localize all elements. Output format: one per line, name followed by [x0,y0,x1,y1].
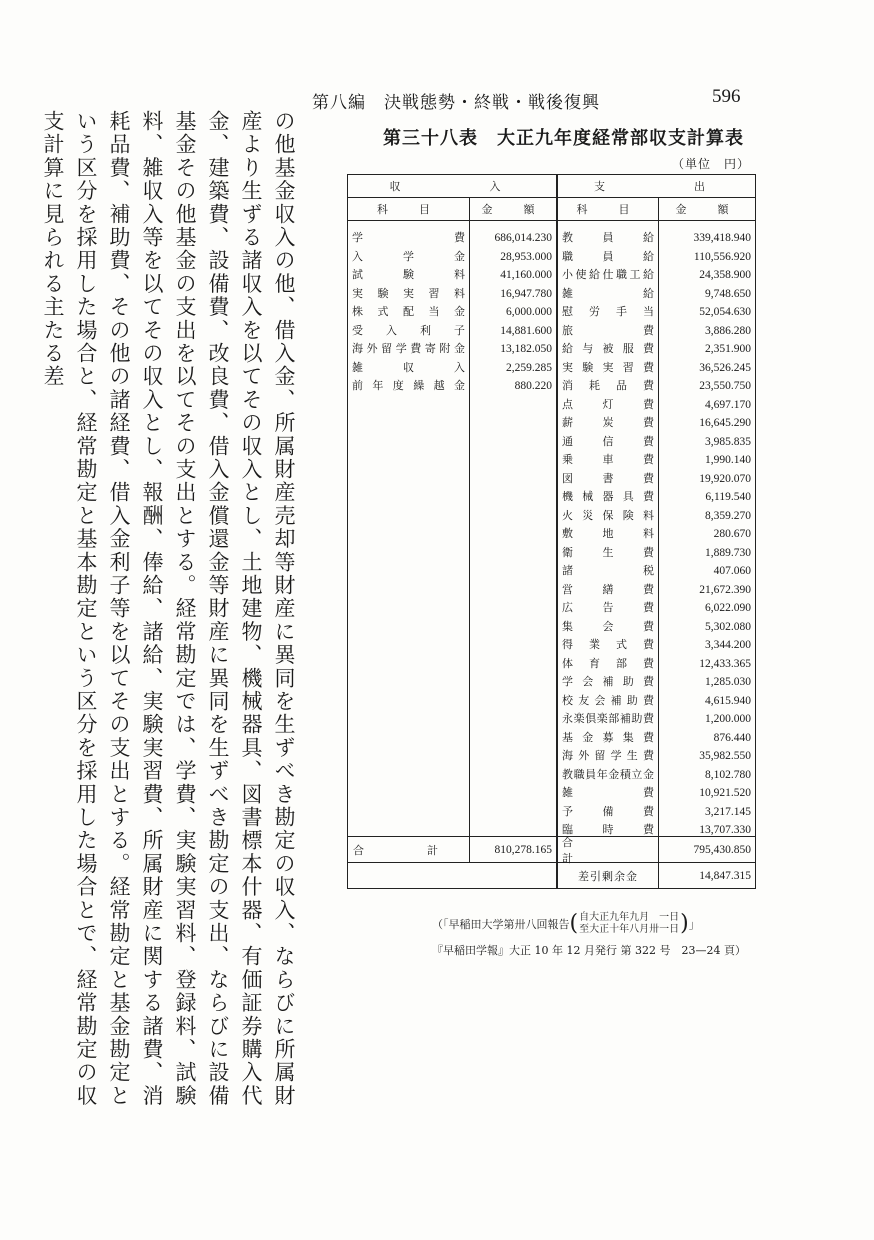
income-total-amount: 810,278.165 [470,837,558,862]
table-header-row [348,175,755,198]
period-to: 至大正十年八月卅一日 [579,924,680,935]
expense-item: 諸税 [562,564,654,577]
surplus-blank-amount [470,863,558,888]
expense-item: 教職員年金積立金 [562,767,654,781]
expense-item: 広告費 [562,601,654,614]
budget-table [347,174,756,889]
period-from: 自大正九年九月 一日 [579,912,680,923]
income-item: 前年度繰越金 [352,379,465,392]
page-number: 596 [712,86,741,107]
running-header: 第八編 決戦態勢・終戦・戦後復興 [312,93,600,113]
body-text: の他基金収入の他、借入金、所属財産売却等財産に異同を生ずべき勘定の収入、ならびに所属財産より生ずる諸収入を以てその収入とし、土地建物、機械器具、図書標本什器、有価証券購入代金、建築費、設備費、改良費、借入金償還金等財産に異同を生ずべき勘定の支出、ならびに設備基金その他基金の支出を以てその支出とする。経常勘定では、学費、実験実習料、登録料、試験料、雑収入等を以てその収入とし、報酬、俸給、諸給、実験実習費、所属財産に関する諸費、消耗品費、補助費、その他の諸経費、借入金利子等を以てその支出とする。経常勘定と基金勘定という区分を採用した場合と、経常勘定と基本勘定という区分を採用した場合とで、経常勘定の収支計算に見られる主たる差 [41,110,296,1108]
income-amount: 686,014.230 [494,232,552,244]
income-amounts-column [470,221,558,836]
expense-item: 雑給 [562,286,654,300]
surplus-label: 差引剰余金 [558,863,659,888]
income-amount: 16,947.780 [500,287,552,300]
income-amount: 2,259.285 [506,361,552,374]
expense-item: 職員給 [562,249,654,263]
close-paren: ) [680,911,689,936]
expense-amount: 12,433.365 [699,657,751,670]
expense-item: 火災保険料 [562,508,654,522]
expense-amount: 6,022.090 [705,602,751,614]
income-amount: 28,953.000 [500,250,552,263]
source-suffix: 」 [688,918,700,931]
source-period [579,912,679,936]
expense-amount: 36,526.245 [699,361,751,374]
expense-item: 敷地料 [562,527,654,540]
expense-items-column [558,221,659,836]
expense-item: 実験実習費 [562,360,654,374]
expense-amount: 19,920.070 [699,472,751,485]
expense-amount: 339,418.940 [693,232,751,244]
income-amount: 14,881.600 [500,324,552,337]
expense-item: 永楽倶楽部補助費 [562,712,654,725]
expense-amount: 1,285.030 [705,676,751,688]
expense-amount: 1,200.000 [705,713,751,725]
expense-amount: 9,748.650 [705,287,751,300]
expense-item: 体育部費 [562,656,654,670]
expense-amount: 6,119.540 [705,491,751,503]
income-item: 海外留学費寄附金 [352,342,465,355]
expense-amount: 3,344.200 [705,639,751,651]
income-amount-header: 金 額 [470,198,558,220]
income-header: 収 入 [348,175,558,197]
expense-item: 校友会補助費 [562,693,654,707]
expense-amount: 407.060 [713,565,751,577]
expense-item: 学会補助費 [562,675,654,688]
expense-amount: 24,358.900 [699,269,751,281]
expense-amount: 10,921.520 [699,787,751,799]
expense-amount: 21,672.390 [699,583,751,596]
income-amount: 6,000.000 [506,306,552,318]
expense-amount: 8,102.780 [705,768,751,781]
income-amount: 13,182.050 [500,343,552,355]
table-body [348,221,755,837]
expense-item: 臨時費 [562,823,654,836]
expense-item: 機械器具費 [562,490,654,503]
expense-item: 乗車費 [562,453,654,466]
expense-item: 海外留学生費 [562,749,654,762]
expense-item: 点灯費 [562,397,654,411]
expense-item: 図書費 [562,471,654,485]
expense-item: 薪炭費 [562,416,654,429]
income-item: 試験料 [352,268,465,281]
expense-item-header: 科 目 [558,198,659,220]
source-prefix: （「早稲田大学第卅八回報告 [432,918,570,931]
income-item-header: 科 目 [348,198,470,220]
expense-item: 慰労手当 [562,305,654,318]
surplus-amount: 14,847.315 [699,869,751,882]
source-publication: 『早稲田学報』大正 10 年 12 月発行 第 322 号 23—24 頁） [432,944,746,957]
expense-total-amount: 795,430.850 [693,843,751,856]
expense-item: 衛生費 [562,545,654,559]
expense-amount: 1,889.730 [705,546,751,559]
expense-total-label: 合 計 [558,837,659,862]
surplus-row [348,863,755,888]
expense-header: 支 出 [594,180,719,193]
expense-amount: 3,217.145 [705,805,751,818]
expense-amounts-column [659,221,755,836]
expense-amount: 52,054.630 [699,306,751,318]
table-unit: （単位 円） [671,157,750,171]
income-item: 雑収入 [352,360,465,374]
expense-item: 集会費 [562,619,654,633]
source-citation [432,912,700,936]
expense-item: 旅費 [562,323,654,337]
expense-amount: 110,556.920 [693,250,751,263]
income-item: 株式配当金 [352,305,465,318]
expense-item: 基金募集費 [562,730,654,744]
expense-amount: 5,302.080 [705,620,751,633]
income-item: 学費 [352,231,465,244]
expense-item: 得業式費 [562,638,654,651]
income-amount: 41,160.000 [500,269,552,281]
expense-amount: 8,359.270 [705,509,751,522]
expense-amount: 16,645.290 [699,417,751,429]
expense-item: 通信費 [562,434,654,448]
expense-amount: 4,615.940 [705,694,751,707]
income-amount: 880.220 [514,380,552,392]
income-item: 実験実習料 [352,286,465,300]
expense-amount: 2,351.900 [705,343,751,355]
expense-amount: 3,886.280 [705,324,751,337]
expense-amount: 876.440 [713,731,751,744]
total-row [348,837,755,863]
open-paren: ( [569,911,579,936]
expense-amount: 13,707.330 [699,824,751,836]
expense-item: 雑費 [562,786,654,799]
table-subheader-row [348,198,755,221]
expense-amount: 35,982.550 [699,750,751,762]
expense-item: 消耗品費 [562,379,654,392]
expense-item: 教員給 [562,231,654,244]
surplus-blank [348,863,470,888]
table-title: 第三十八表 大正九年度経常部収支計算表 [383,128,744,149]
expense-item: 営繕費 [562,582,654,596]
income-items-column [348,221,470,836]
expense-amount: 4,697.170 [705,398,751,411]
income-item: 受入利子 [352,323,465,337]
expense-amount: 3,985.835 [705,435,751,448]
expense-amount: 23,550.750 [699,380,751,392]
expense-item: 予備費 [562,804,654,818]
expense-item: 小使給仕職工給 [562,268,654,281]
income-total-label: 合 計 [348,837,470,862]
expense-amount-header: 金 額 [675,203,739,216]
expense-amount: 280.670 [713,528,751,540]
expense-amount: 1,990.140 [705,454,751,466]
expense-item: 給与被服費 [562,342,654,355]
income-item: 入学金 [352,249,465,263]
